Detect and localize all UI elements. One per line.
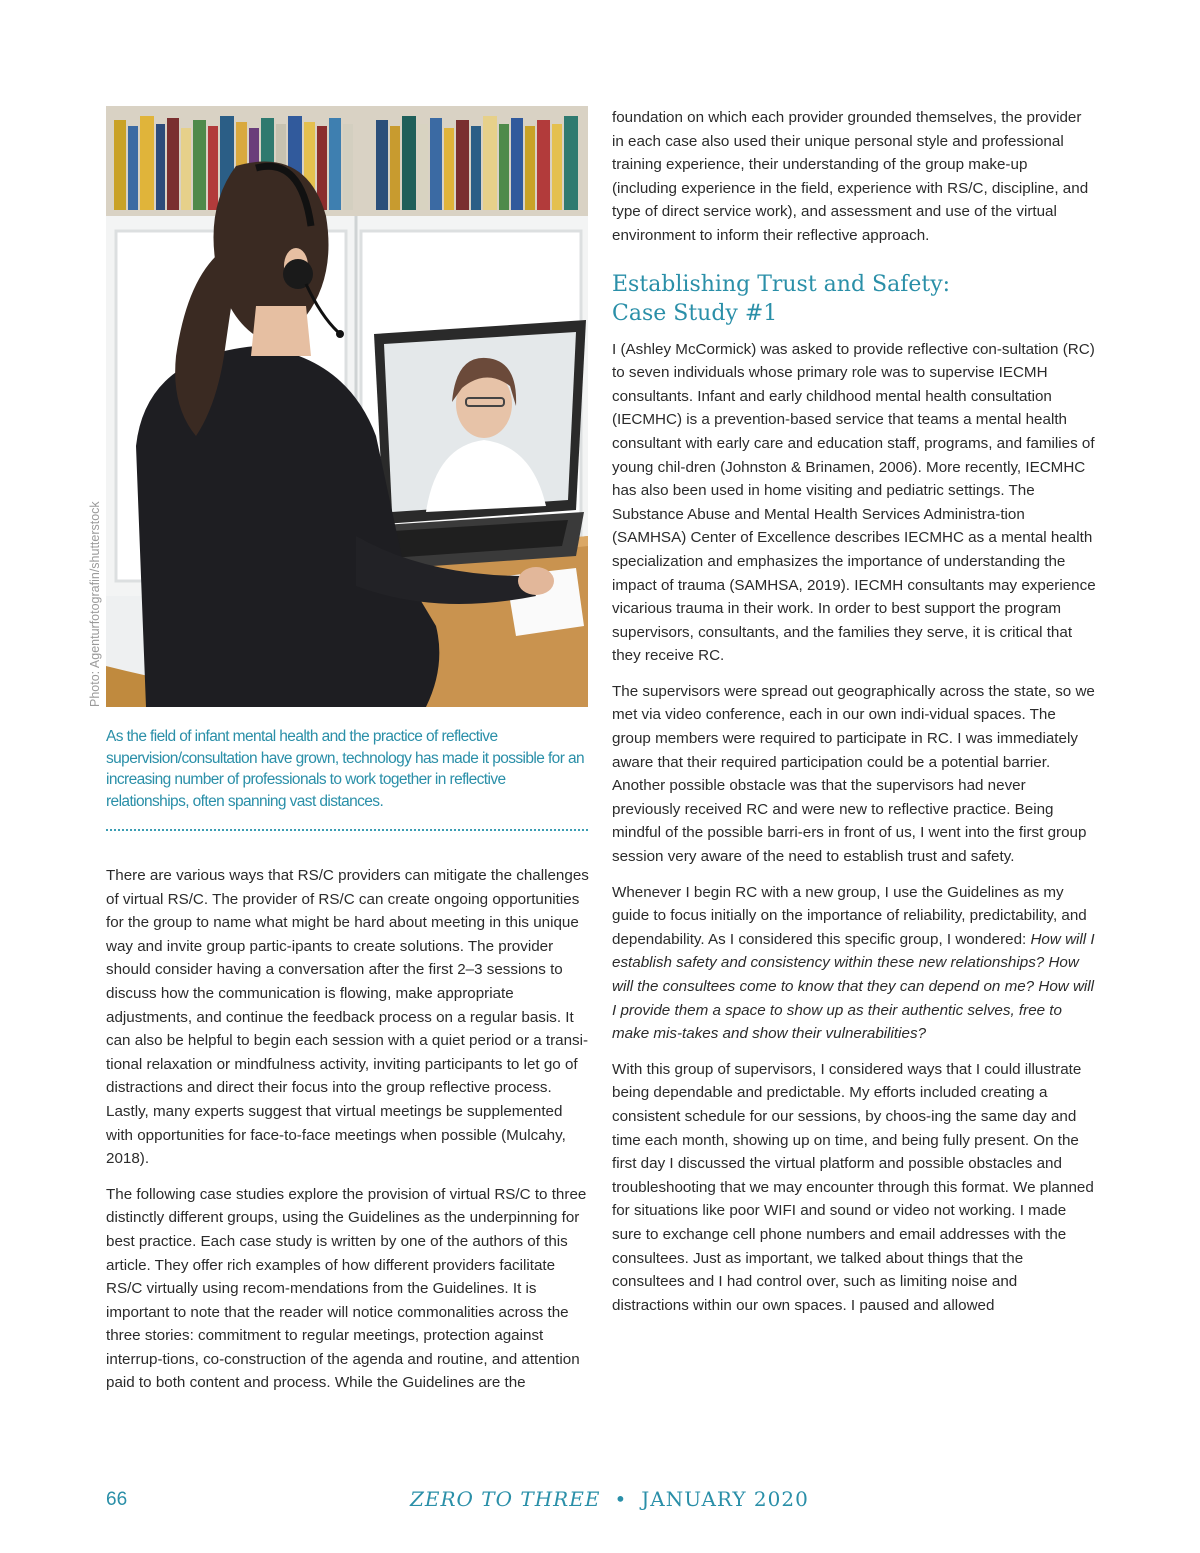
- body-paragraph: The supervisors were spread out geographically across the state, so we met via video conference, each in our own indi-vidual spaces. The group members were required to participate in RC. I was immediately aware that their required participation could be a potential barrier. Another possible obstacle was that the supervisors had never previously received RC and were new to reflective practice. Being mindful of the possible barri-ers in front of us, I went into the first group session very aware of the need to establish trust and safety.: [612, 682, 1095, 866]
- body-paragraph: [612, 881, 1096, 1046]
- publication-name: ZERO TO THREE: [410, 1487, 601, 1511]
- body-text: Whenever I begin RC with a new group, I use the Guidelines as my guide to focus initially on the importance of reliability, predictability, and dependability. As I considered this specific group, I wondered:: [612, 883, 1087, 948]
- caption-text: As the field of infant mental health and the practice of reflective supervision/consultation have grown, technology has made it possible for an increasing number of professionals to work together in reflective relationships, often spanning vast distances.: [106, 728, 585, 810]
- left-column: [106, 864, 590, 1407]
- footer-bullet: •: [614, 1487, 628, 1511]
- italic-questions: How will I establish safety and consistency within these new relationships? How will the consultees come to know that they can depend on me? How will I provide them a space to show up as their authentic selves, free to make mis-takes and show their vulnerabilities?: [612, 930, 1095, 1043]
- article-photo: [106, 106, 588, 707]
- photo-caption: [106, 726, 586, 812]
- body-paragraph: The following case studies explore the provision of virtual RS/C to three distinctly different groups, using the Guidelines as the underpinning for best practice. Each case study is written by one of the authors of this article. They offer rich examples of how different providers facilitate RS/C virtually using recom-mendations from the Guidelines. It is important to note that the reader will notice commonalities across the three stories: commitment to regular meetings, protection against interrup-tions, co-construction of the agenda and routine, and attention paid to both content and process. While the Guidelines are the: [106, 1185, 587, 1392]
- body-paragraph: With this group of supervisors, I considered ways that I could illustrate being dependable and predictable. My efforts included creating a consistent schedule for our sessions, by choos-ing the same day and time each month, showing up on time, and being fully present. On the first day I discussed the virtual platform and possible obstacles and troubleshooting that we may encounter through this format. We planned for situations like poor WIFI and sound or video not working. I made sure to exchange cell phone numbers and email addresses with the consultees. Just as important, we talked about things that the consultees and I had control over, such as limiting noise and distractions within our own spaces. I paused and allowed: [612, 1060, 1094, 1314]
- issue-date: JANUARY 2020: [641, 1487, 809, 1511]
- photo-credit: Photo: Agenturfotografin/shutterstock: [88, 501, 102, 707]
- running-footer: [410, 1487, 809, 1511]
- section-heading-line: Establishing Trust and Safety:: [612, 271, 951, 297]
- photo-illustration: [106, 106, 588, 707]
- body-paragraph: I (Ashley McCormick) was asked to provide reflective con-sultation (RC) to seven individuals whose primary role was to supervise IECMH consultants. Infant and early childhood mental health consultation (IECMHC) is a prevention-based service that teams a mental health consultant with early care and education staff, programs, and families of young chil-dren (Johnston & Brinamen, 2006). More recently, IECMHC has also been used in home visiting and pediatric settings. The Substance Abuse and Mental Health Services Administra-tion (SAMHSA) Center of Excellence describes IECMHC as a mental health specialization and emphasizes the importance of understanding the impact of trauma (SAMHSA, 2019). IECMH consultants may experience vicarious trauma in their work. In order to best support the program supervisors, consultants, and the families they serve, it is critical that they receive RC.: [612, 340, 1096, 665]
- caption-divider: [106, 829, 588, 831]
- body-paragraph: There are various ways that RS/C providers can mitigate the challenges of virtual RS/C. The provider of RS/C can create ongoing opportunities for the group to name what might be hard about meeting in this unique way and invite group partic-ipants to create solutions. The provider should consider having a conversation after the first 2–3 sessions to discuss how the communication is flowing, make appropriate adjustments, and continue the feedback process on a regular basis. It can also be helpful to begin each session with a quiet period or a transi-tional relaxation or mindfulness activity, inviting participants to let go of distractions and direct their focus into the group reflective process. Lastly, many experts suggest that virtual meetings be supplemented with opportunities for face-to-face meetings when possible (Mulcahy, 2018).: [106, 867, 589, 1168]
- section-heading-line: Case Study #1: [612, 300, 778, 326]
- section-heading: [612, 270, 1096, 328]
- body-paragraph: foundation on which each provider grounded themselves, the provider in each case also used their unique personal style and professional training experience, their understanding of the group make-up (including experience in the field, experience with RS/C, discipline, and type of direct service work), and assessment and use of the virtual environment to inform their reflective approach.: [612, 109, 1089, 244]
- page-number: 66: [106, 1489, 128, 1510]
- right-column: [612, 106, 1096, 1329]
